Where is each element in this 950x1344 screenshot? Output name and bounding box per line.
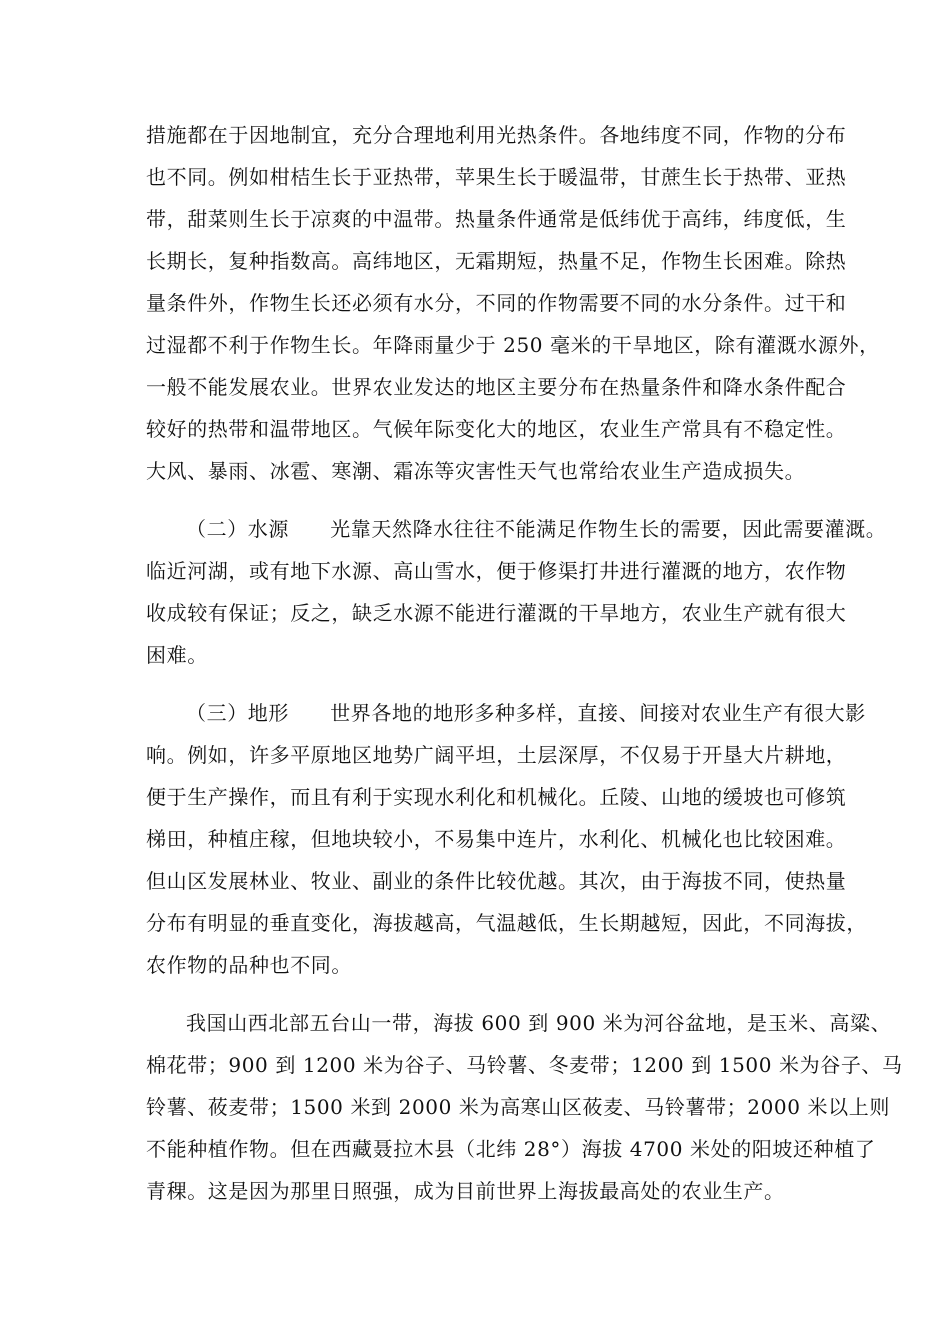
text-line: 便于生产操作，而且有利于实现水利化和机械化。丘陵、山地的缓坡也可修筑 <box>146 785 847 809</box>
text-line: 棉花带；900 到 1200 米为谷子、马铃薯、冬麦带；1200 到 1500 米为谷子、马 <box>146 1053 903 1077</box>
text-line: 一般不能发展农业。世界农业发达的地区主要分布在热量条件和降水条件配合 <box>146 375 847 399</box>
text-line: 过湿都不利于作物生长。年降雨量少于 250 毫米的干旱地区，除有灌溉水源外， <box>146 333 880 357</box>
text-line: 收成较有保证；反之，缺乏水源不能进行灌溉的干旱地方，农业生产就有很大 <box>146 601 847 625</box>
text-line: 但山区发展林业、牧业、副业的条件比较优越。其次，由于海拔不同，使热量 <box>146 869 847 893</box>
text-line: 带，甜菜则生长于凉爽的中温带。热量条件通常是低纬优于高纬，纬度低，生 <box>146 207 847 231</box>
text-line: 长期长，复种指数高。高纬地区，无霜期短，热量不足，作物生长困难。除热 <box>146 249 847 273</box>
text-line: 大风、暴雨、冰雹、寒潮、霜冻等灾害性天气也常给农业生产造成损失。 <box>146 459 806 483</box>
text-line: 农作物的品种也不同。 <box>146 953 352 977</box>
text-line: （二）水源 光靠天然降水往往不能满足作物生长的需要，因此需要灌溉。 <box>186 517 887 541</box>
text-line: 梯田，种植庄稼，但地块较小，不易集中连片，水利化、机械化也比较困难。 <box>146 827 847 851</box>
text-line: 铃薯、莜麦带；1500 米到 2000 米为高寒山区莜麦、马铃薯带；2000 米以上则 <box>146 1095 890 1119</box>
text-line: 青稞。这是因为那里日照强，成为目前世界上海拔最高处的农业生产。 <box>146 1179 785 1203</box>
text-line: 量条件外，作物生长还必须有水分，不同的作物需要不同的水分条件。过干和 <box>146 291 847 315</box>
text-line: 较好的热带和温带地区。气候年际变化大的地区，农业生产常具有不稳定性。 <box>146 417 847 441</box>
text-line: 困难。 <box>146 643 208 667</box>
text-line: 措施都在于因地制宜，充分合理地利用光热条件。各地纬度不同，作物的分布 <box>146 123 847 147</box>
text-line: 我国山西北部五台山一带，海拔 600 到 900 米为河谷盆地，是玉米、高粱、 <box>186 1011 892 1035</box>
text-line: 不能种植作物。但在西藏聂拉木县（北纬 28°）海拔 4700 米处的阳坡还种植了 <box>146 1137 876 1161</box>
text-line: 也不同。例如柑桔生长于亚热带，苹果生长于暖温带，甘蔗生长于热带、亚热 <box>146 165 847 189</box>
text-line: 临近河湖，或有地下水源、高山雪水，便于修渠打井进行灌溉的地方，农作物 <box>146 559 847 583</box>
text-line: 响。例如，许多平原地区地势广阔平坦，土层深厚，不仅易于开垦大片耕地， <box>146 743 847 767</box>
text-line: （三）地形 世界各地的地形多种多样，直接、间接对农业生产有很大影 <box>186 701 866 725</box>
text-line: 分布有明显的垂直变化，海拔越高，气温越低，生长期越短，因此，不同海拔， <box>146 911 867 935</box>
